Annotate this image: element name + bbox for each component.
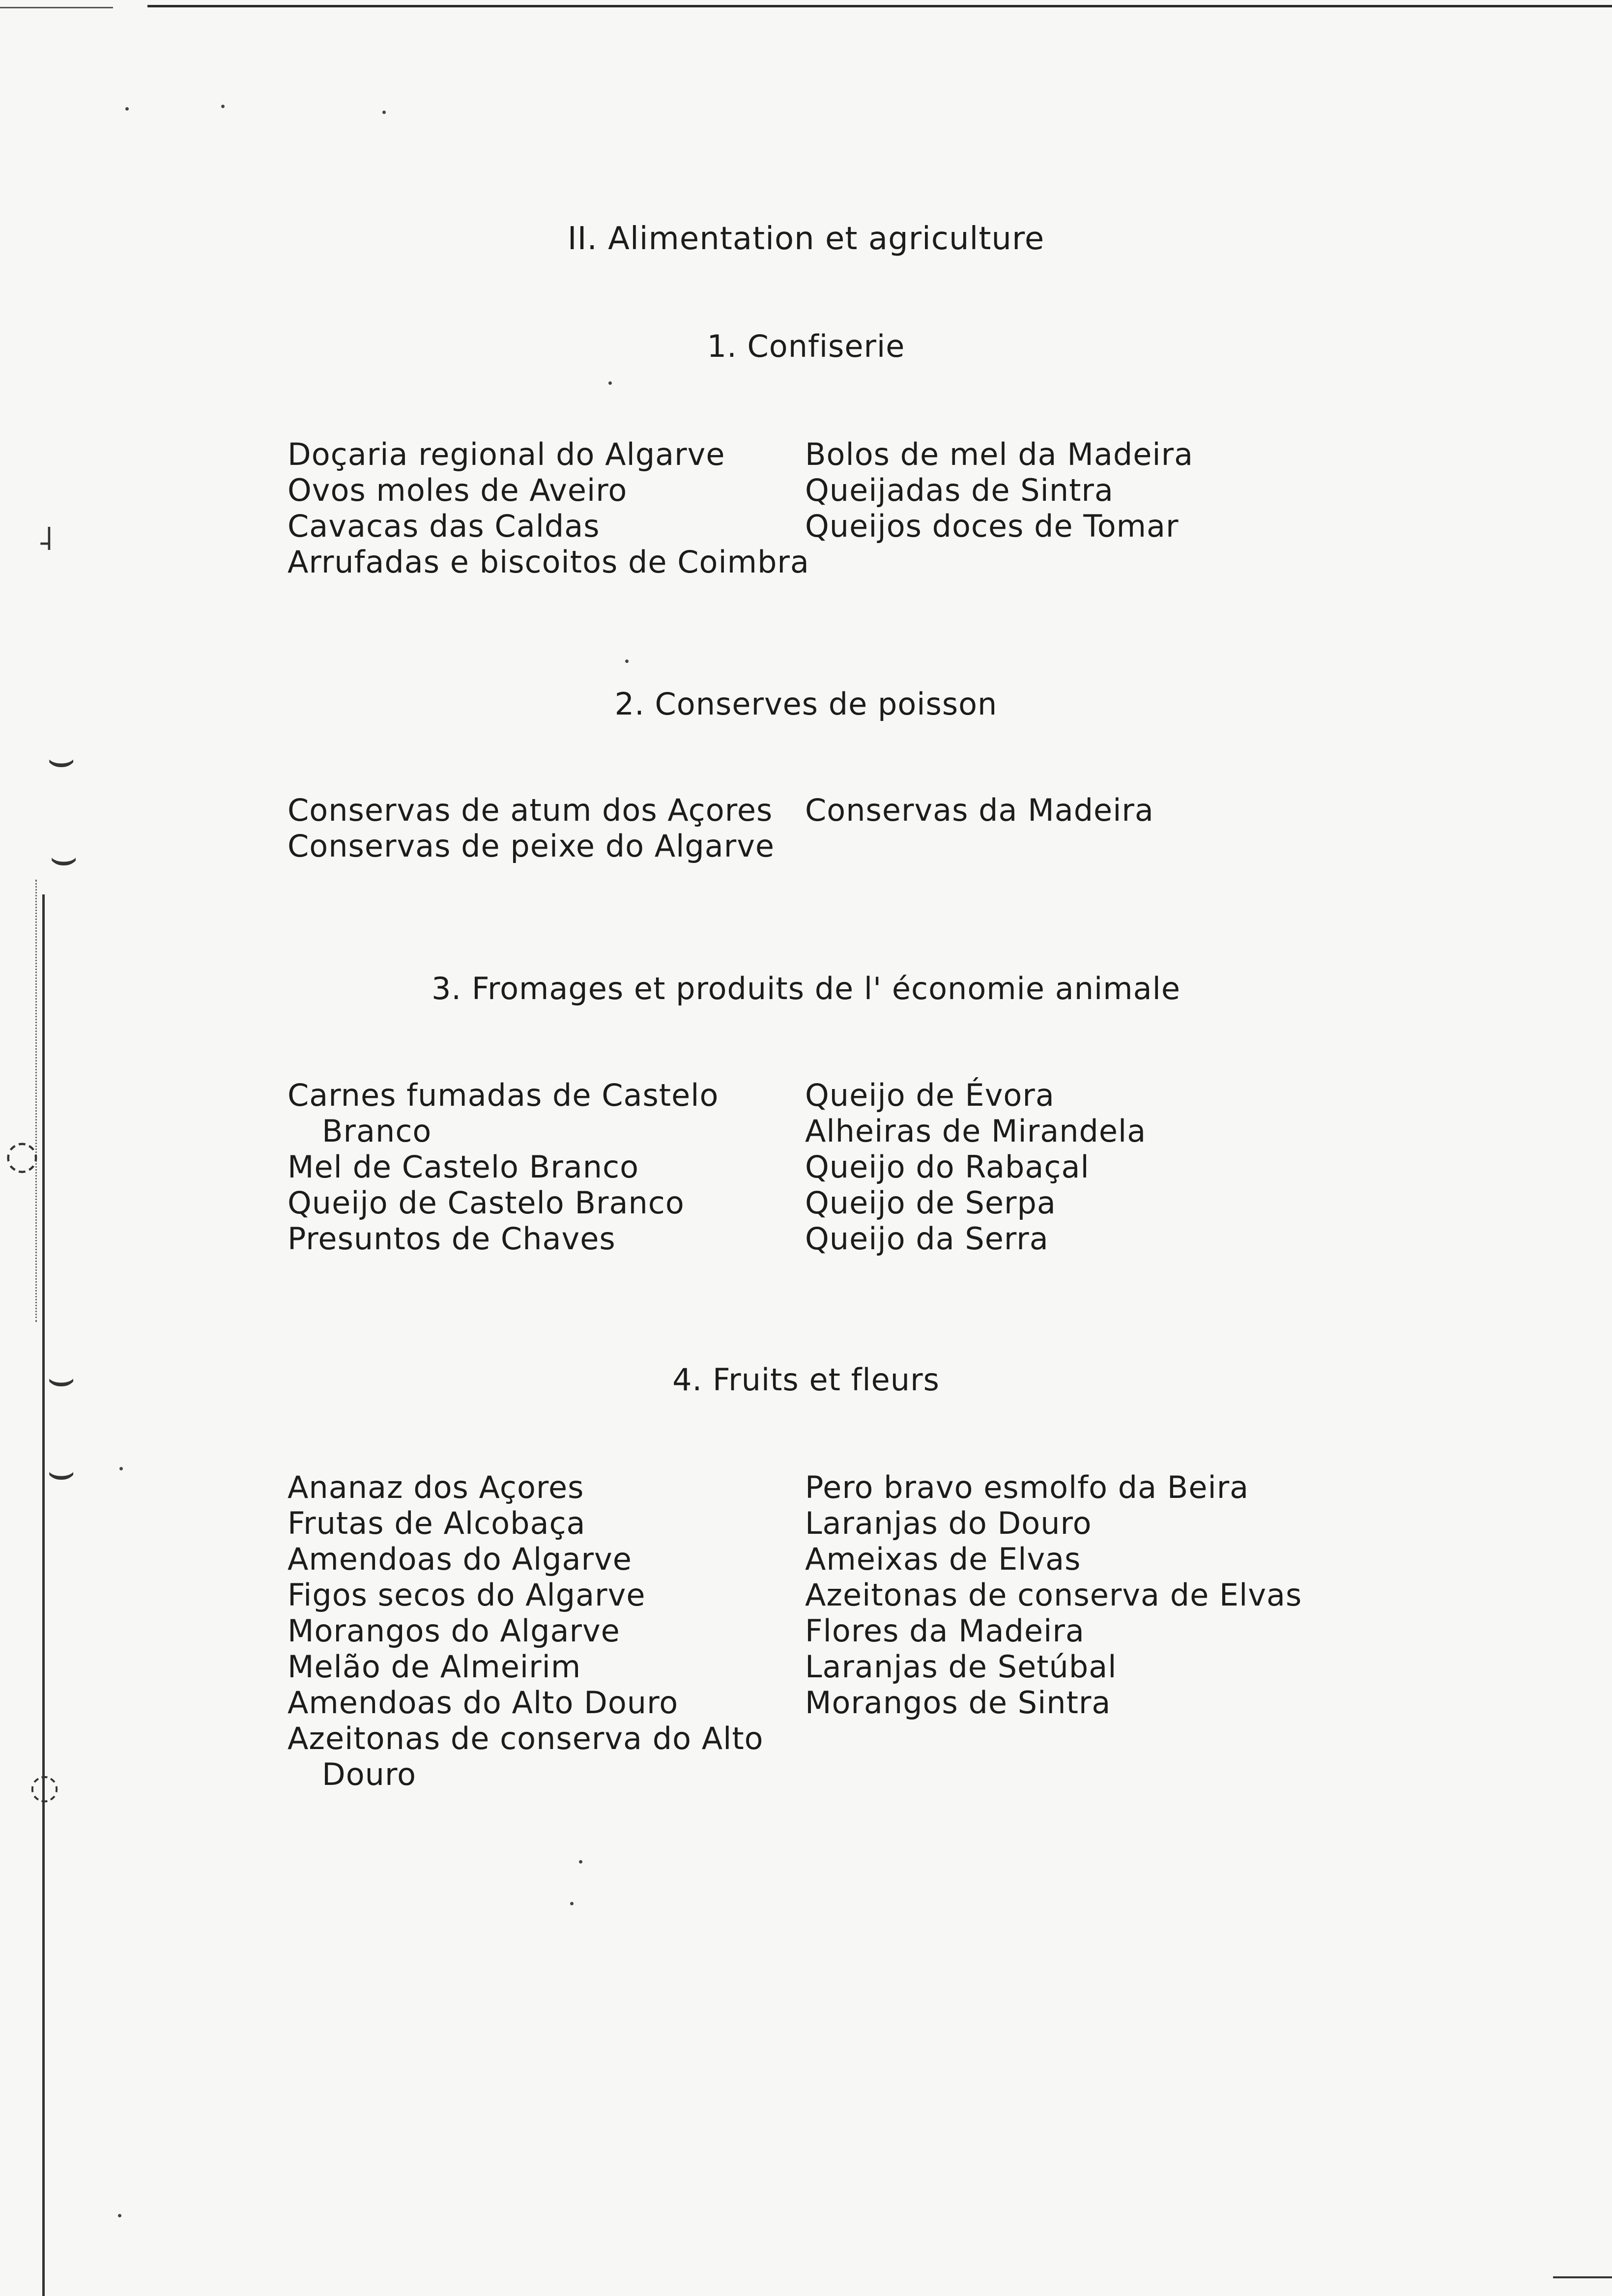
list-item: Queijos doces de Tomar	[805, 508, 1179, 544]
list-item: Conservas de atum dos Açores	[288, 792, 773, 828]
binding-mark: ⌣	[47, 1446, 76, 1497]
section-list-right	[805, 436, 1193, 544]
speck	[579, 1860, 582, 1864]
list-item: Amendoas do Alto Douro	[288, 1685, 679, 1721]
list-item: Arrufadas e biscoitos de Coimbra	[288, 544, 809, 580]
list-item: Queijadas de Sintra	[805, 472, 1114, 508]
speck	[382, 111, 386, 114]
top-rule	[147, 5, 1612, 7]
list-item: Alheiras de Mirandela	[805, 1113, 1147, 1149]
list-item: Amendoas do Algarve	[288, 1541, 632, 1577]
speck	[625, 660, 629, 663]
section-heading: 2. Conserves de poisson	[614, 686, 998, 722]
list-item: Queijo do Rabaçal	[805, 1149, 1090, 1185]
list-item: Morangos de Sintra	[805, 1685, 1111, 1721]
section-list-right	[805, 1469, 1302, 1721]
speck	[221, 105, 225, 108]
section-heading: 4. Fruits et fleurs	[672, 1362, 940, 1398]
top-rule-left	[0, 7, 113, 8]
section-list-left	[288, 436, 809, 580]
binding-mark: ◌	[5, 1132, 39, 1177]
list-item: Melão de Almeirim	[288, 1649, 581, 1685]
list-item: Laranjas do Douro	[805, 1505, 1092, 1541]
list-item: Queijo de Castelo Branco	[288, 1185, 685, 1221]
binding-mark: ˨	[37, 518, 54, 558]
list-item: Azeitonas de conserva de Elvas	[805, 1577, 1302, 1613]
list-item: Ameixas de Elvas	[805, 1541, 1081, 1577]
page-title: II. Alimentation et agriculture	[567, 221, 1045, 257]
list-item: Ananaz dos Açores	[288, 1469, 584, 1505]
speck	[608, 381, 612, 385]
list-item: Mel de Castelo Branco	[288, 1149, 639, 1185]
list-item: Queijo de Évora	[805, 1077, 1055, 1113]
speck	[570, 1902, 574, 1905]
list-item: Frutas de Alcobaça	[288, 1505, 586, 1541]
section-list-right	[805, 792, 1154, 828]
corner-mark	[1553, 2276, 1612, 2278]
binding-mark: ⌣	[47, 733, 76, 785]
list-item: Laranjas de Setúbal	[805, 1649, 1117, 1685]
list-item: Conservas da Madeira	[805, 792, 1154, 828]
list-item: Ovos moles de Aveiro	[288, 472, 628, 508]
binding-mark: ⌣	[49, 832, 79, 883]
list-item: Figos secos do Algarve	[288, 1577, 646, 1613]
binding-line	[42, 894, 45, 2296]
list-item: Doçaria regional do Algarve	[288, 436, 725, 472]
speck	[118, 2214, 121, 2217]
section-list-right	[805, 1077, 1146, 1257]
list-item: Bolos de mel da Madeira	[805, 436, 1194, 472]
list-item: Pero bravo esmolfo da Beira	[805, 1469, 1249, 1505]
list-item: Queijo de Serpa	[805, 1185, 1056, 1221]
section-heading: 3. Fromages et produits de l' économie animale	[431, 971, 1181, 1006]
section-list-left	[288, 1469, 764, 1792]
list-item: Flores da Madeira	[805, 1613, 1085, 1649]
speck	[119, 1467, 123, 1470]
list-item: Cavacas das Caldas	[288, 508, 600, 544]
list-item: Morangos do Algarve	[288, 1613, 620, 1649]
list-item-continuation: Douro	[322, 1756, 417, 1792]
binding-dots	[35, 880, 38, 1322]
binding-mark: ◌	[29, 1766, 60, 1807]
binding-mark: ⌣	[47, 1352, 76, 1404]
section-list-left	[288, 792, 775, 864]
section-list-left	[288, 1077, 719, 1257]
speck	[125, 107, 129, 111]
list-item: Carnes fumadas de Castelo	[288, 1077, 719, 1113]
list-item: Queijo da Serra	[805, 1221, 1049, 1257]
list-item-continuation: Branco	[322, 1113, 432, 1149]
list-item: Azeitonas de conserva do Alto	[288, 1721, 764, 1756]
section-heading: 1. Confiserie	[707, 328, 905, 364]
list-item: Conservas de peixe do Algarve	[288, 828, 775, 864]
list-item: Presuntos de Chaves	[288, 1221, 616, 1257]
